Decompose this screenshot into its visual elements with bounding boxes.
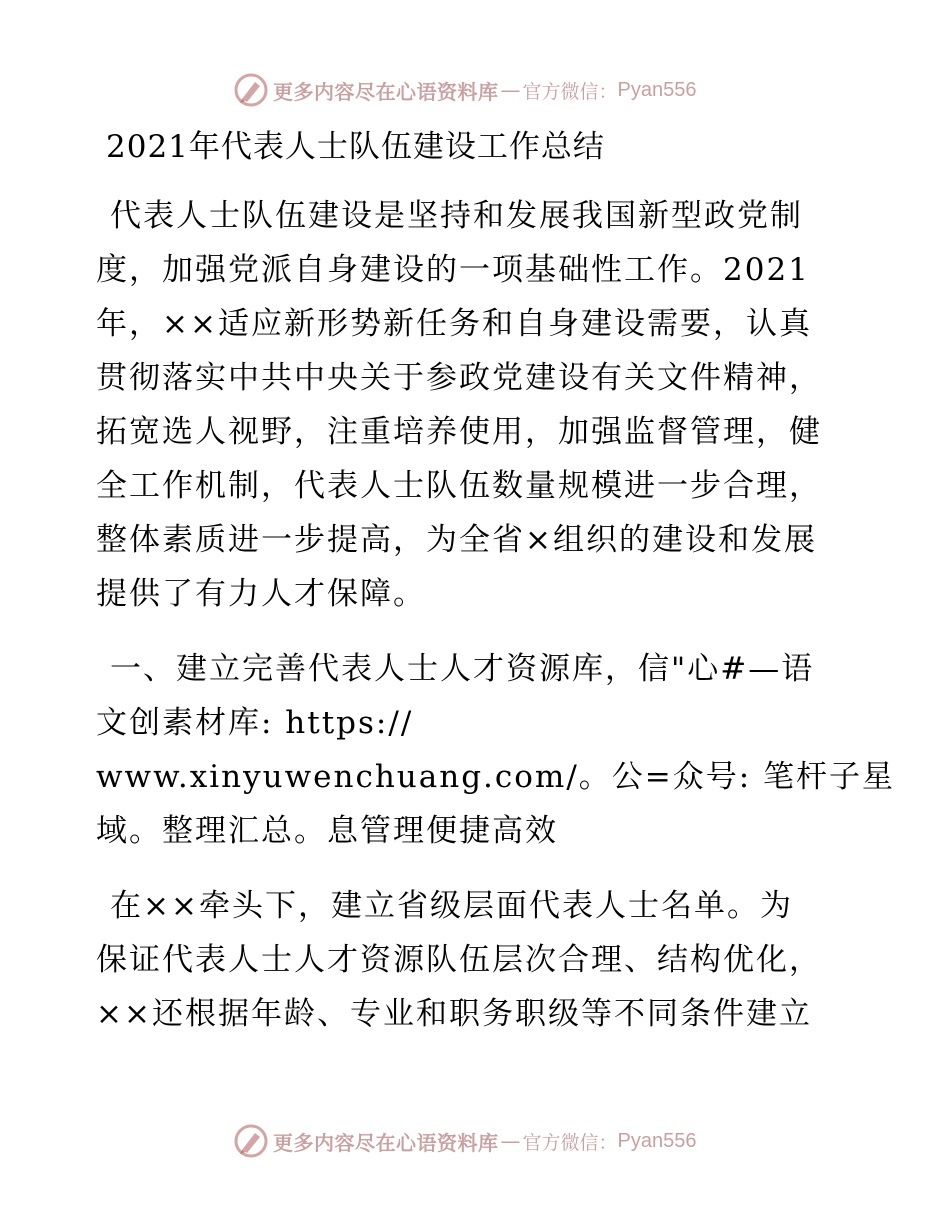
text-line: 提供了有力人才保障。 xyxy=(96,576,426,612)
text-line: 拓宽选人视野，注重培养使用，加强监督管理，健 xyxy=(96,414,822,450)
header-watermark-banner xyxy=(233,70,723,110)
text-line: 全工作机制，代表人士队伍数量规模进一步合理， xyxy=(96,468,822,504)
text-line: 度，加强党派自身建设的一项基础性工作。2021 xyxy=(96,252,810,288)
text-line: ××还根据年龄、专业和职务职级等不同条件建立 xyxy=(96,996,812,1032)
paragraph-intro xyxy=(96,189,856,621)
banner-wechat-id: Pyan556 xyxy=(617,78,697,101)
text-line: 文创素材库: https:// xyxy=(96,705,414,741)
text-line: 在××牵头下，建立省级层面代表人士名单。为 xyxy=(110,888,793,924)
text-line: www.xinyuwenchuang.com/。公=众号: 笔杆子星 xyxy=(96,759,896,795)
text-line: 保证代表人士人才资源队伍层次合理、结构优化， xyxy=(96,942,822,978)
banner-wechat-label: 官方微信： xyxy=(522,80,618,103)
banner-separator: — xyxy=(500,78,521,102)
document-title: 2021年代表人士队伍建设工作总结 xyxy=(106,129,605,165)
text-line: 域。整理汇总。息管理便捷高效 xyxy=(96,813,558,849)
banner-slogan: 更多内容尽在心语资料库 xyxy=(273,1130,499,1155)
text-line: 一、建立完善代表人士人才资源库，信"心#—语 xyxy=(110,651,815,687)
text-line: 整体素质进一步提高，为全省×组织的建设和发展 xyxy=(96,522,817,558)
paragraph-section-heading xyxy=(96,642,896,858)
banner-wechat-label: 官方微信： xyxy=(522,1131,618,1154)
document-body xyxy=(96,125,896,1062)
paragraph-body xyxy=(96,879,856,1041)
pen-logo-icon xyxy=(233,72,269,108)
banner-slogan: 更多内容尽在心语资料库 xyxy=(273,79,499,104)
text-line: 贯彻落实中共中央关于参政党建设有关文件精神， xyxy=(96,360,822,396)
footer-watermark-banner xyxy=(233,1121,723,1161)
banner-wechat-id: Pyan556 xyxy=(617,1129,697,1152)
banner-separator: — xyxy=(500,1129,521,1153)
pen-logo-icon xyxy=(233,1123,269,1159)
text-line: 代表人士队伍建设是坚持和发展我国新型政党制 xyxy=(110,198,803,234)
text-line: 年，××适应新形势新任务和自身建设需要，认真 xyxy=(96,306,812,342)
